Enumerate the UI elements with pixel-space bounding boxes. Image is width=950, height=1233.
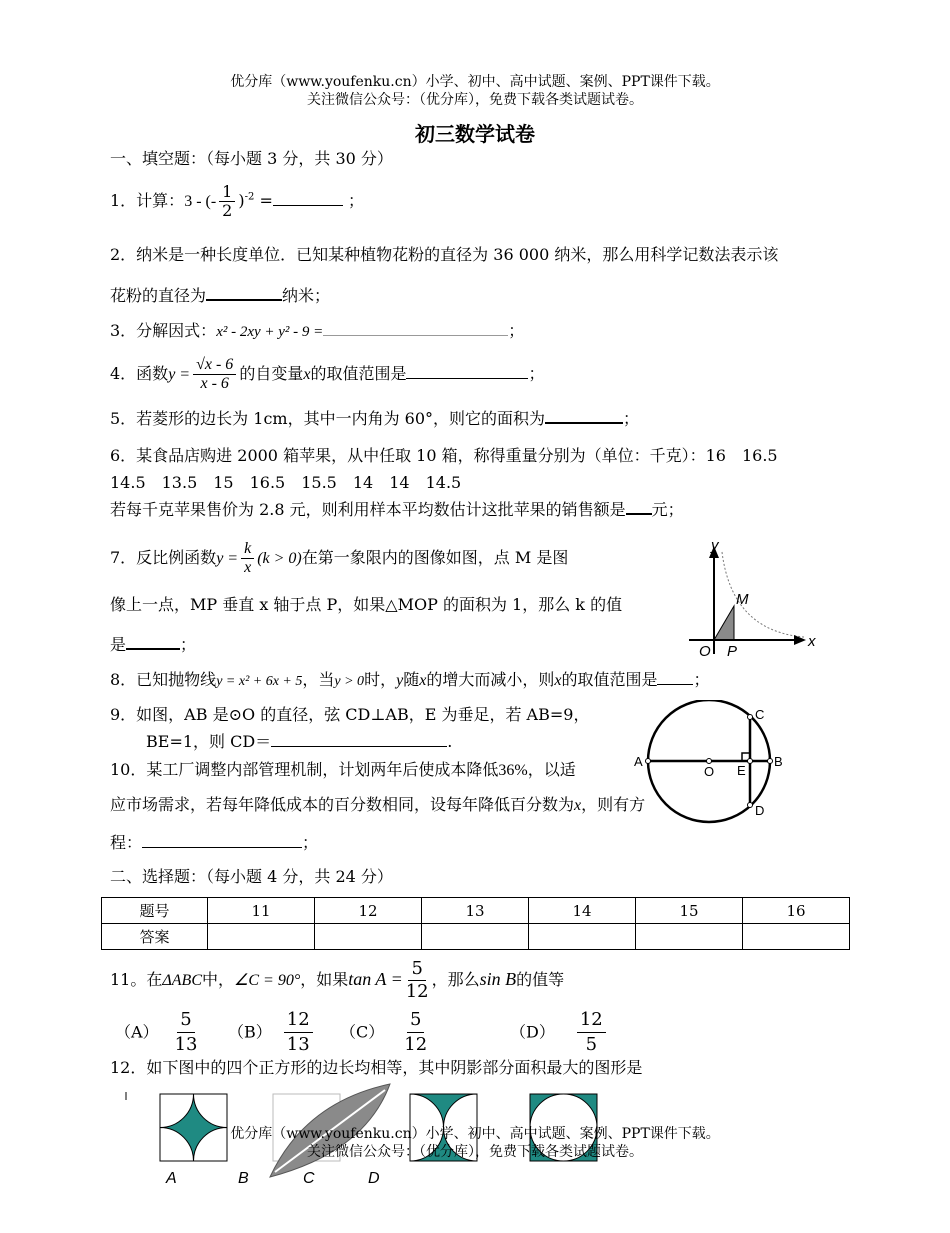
q2-line2-suffix: 纳米；: [282, 286, 331, 305]
question-6-line-2: 14.5 13.5 15 16.5 15.5 14 14 14.5: [110, 473, 462, 492]
q7-line3-suffix: ；: [180, 635, 197, 654]
q1-exponent: -2: [244, 191, 255, 203]
q9-label-A: A: [634, 754, 643, 769]
table-row1-label: 题号: [102, 898, 208, 924]
footer-line-2: 关注微信公众号：（优分库），免费下载各类试题试卷。: [307, 1144, 643, 1160]
q11-prefix: 11。在: [110, 970, 163, 989]
q8-mid5: 的取值范围是: [561, 670, 658, 689]
section-1-heading: 一、填空题：（每小题 3 分，共 30 分）: [110, 149, 393, 168]
q4-prefix: 4．函数: [110, 364, 169, 383]
q7-label-O: O: [699, 643, 711, 660]
q1-equals: =: [259, 191, 273, 210]
q12-label-d: D: [368, 1170, 380, 1187]
table-header-14: 14: [529, 898, 636, 924]
question-12: 12．如下图中的四个正方形的边长均相等，其中阴影部分面积最大的图形是: [110, 1058, 643, 1077]
q8-answer-blank: [657, 684, 693, 685]
q11-option-b-num: 12: [284, 1008, 313, 1033]
q9-line2-suffix: .: [447, 732, 453, 751]
q11-option-d-label: （D）: [510, 1022, 555, 1042]
q12-label-b: B: [238, 1170, 249, 1187]
table-header-11: 11: [208, 898, 315, 924]
question-3: [110, 318, 524, 341]
q9-label-D: D: [755, 803, 765, 818]
q11-triangle: ΔABC: [162, 972, 202, 989]
question-9-line-2: [146, 729, 452, 752]
q11-option-b[interactable]: [228, 1008, 316, 1057]
footer-line-1: 优分库（www.youfenku.cn）小学、初中、高中试题、案例、PPT课件下载。: [230, 1126, 720, 1142]
table-row: [102, 898, 850, 924]
question-7-line-3: [110, 632, 196, 655]
q11-option-c-den: 12: [404, 1034, 428, 1055]
q8-x2: x: [554, 672, 562, 689]
question-8: [110, 667, 709, 690]
q1-answer-blank: [273, 205, 343, 206]
question-10-line-3: [110, 830, 318, 853]
q11-option-c[interactable]: [340, 1008, 430, 1057]
q4-y-eq: y =: [168, 366, 191, 383]
q4-answer-blank: [406, 378, 528, 379]
q7-label-M: M: [736, 591, 749, 608]
q8-mid3: 随: [403, 670, 420, 689]
q3-suffix: ；: [508, 321, 525, 340]
question-2-line-2: [110, 283, 330, 306]
question-7-line-1: [110, 540, 568, 577]
q7-line1-suffix: 在第一象限内的图像如图，点 M 是图: [301, 548, 569, 567]
q7-line3-prefix: 是: [110, 635, 127, 654]
q11-numerator: 5: [408, 958, 425, 981]
question-7-line-2: 像上一点，MP 垂直 x 轴于点 P，如果△MOP 的面积为 1，那么 k 的值: [110, 595, 623, 614]
q7-answer-blank: [126, 648, 180, 650]
q11-mid3: ，那么: [431, 970, 480, 989]
header-line-2: 关注微信公众号：（优分库），免费下载各类试题试卷。: [307, 92, 643, 108]
q4-var: x: [303, 366, 311, 383]
q11-option-c-num: 5: [407, 1008, 424, 1033]
q3-expr: x² - 2xy + y² - 9 =: [216, 324, 324, 340]
q4-numerator: √x - 6: [193, 356, 236, 375]
question-2-line-1: 2．纳米是一种长度单位．已知某种植物花粉的直径为 36 000 纳米，那么用科学记数法表示该: [110, 245, 779, 264]
q8-y: y: [396, 672, 404, 689]
q7-prefix: 7．反比例函数: [110, 548, 217, 567]
q1-suffix: ；: [347, 191, 364, 210]
q7-numerator: k: [241, 540, 254, 559]
q7-denominator: x: [244, 559, 252, 576]
q11-mid2: ，如果: [300, 970, 349, 989]
q8-mid2: 时，: [364, 670, 397, 689]
answer-table: [101, 897, 850, 950]
question-6-line-3: [110, 497, 684, 520]
q1-denominator: 2: [222, 201, 233, 220]
q11-option-d-num: 12: [577, 1008, 606, 1033]
page-title: 初三数学试卷: [415, 122, 535, 146]
q5-suffix: ；: [623, 409, 640, 428]
q10-line2-suffix: ，则有方: [581, 795, 646, 814]
q7-figure: [684, 536, 824, 660]
answer-cell-11[interactable]: [208, 924, 315, 950]
q3-answer-blank: [323, 335, 508, 336]
q11-tan: tan A =: [348, 969, 403, 989]
q10-prefix: 10．某工厂调整内部管理机制，计划两年后使成本降低: [110, 760, 499, 779]
q10-percent: 36%: [498, 762, 528, 779]
q8-prefix: 8．已知抛物线: [110, 670, 217, 689]
q8-suffix: ；: [693, 670, 710, 689]
table-header-13: 13: [422, 898, 529, 924]
q3-prefix: 3．分解因式：: [110, 321, 217, 340]
q10-line2-prefix: 应市场需求，若每年降低成本的百分数相同，设每年降低百分数为: [110, 795, 575, 814]
q2-line2-prefix: 花粉的直径为: [110, 286, 207, 305]
question-10-line-1: [110, 757, 576, 780]
table-header-16: 16: [743, 898, 850, 924]
q11-angle: ∠C = 90°: [234, 972, 301, 989]
q8-expr: y = x² + 6x + 5: [216, 674, 303, 689]
q4-post-text: 的取值范围是: [310, 364, 407, 383]
q4-end: ；: [528, 364, 545, 383]
question-4: [110, 356, 544, 393]
q11-option-d[interactable]: [510, 1008, 609, 1057]
q7-shaded-triangle: [714, 606, 734, 640]
q9-figure: [630, 700, 790, 824]
question-9-line-1: 9．如图，AB 是⊙O 的直径，弦 CD⊥AB，E 为垂足，若 AB=9，: [110, 705, 590, 724]
q11-option-a-den: 13: [174, 1034, 198, 1055]
q7-label-y: y: [711, 537, 719, 554]
answer-cell-16[interactable]: [743, 924, 850, 950]
q10-line3-prefix: 程：: [110, 833, 143, 852]
q8-x1: x: [419, 672, 427, 689]
q6-line3-suffix: 元；: [651, 500, 684, 519]
q9-label-B: B: [774, 754, 783, 769]
answer-cell-14[interactable]: [529, 924, 636, 950]
q12-label-a: A: [166, 1170, 177, 1187]
q7-label-x: x: [808, 633, 816, 650]
q10-suffix: ，以适: [527, 760, 576, 779]
section-2-heading: 二、选择题：（每小题 4 分，共 24 分）: [110, 867, 393, 886]
q1-expr: 3 - (-: [184, 193, 217, 210]
table-header-12: 12: [315, 898, 422, 924]
q10-line3-suffix: ；: [302, 833, 319, 852]
table-row2-label: 答案: [102, 924, 208, 950]
q11-denominator: 12: [405, 981, 429, 1002]
q11-option-a-num: 5: [177, 1008, 194, 1033]
q7-condition: (k > 0): [257, 550, 302, 567]
answer-cell-12[interactable]: [315, 924, 422, 950]
q11-option-b-label: （B）: [228, 1022, 272, 1042]
q11-option-d-den: 5: [585, 1034, 598, 1055]
q9-label-E: E: [737, 763, 746, 778]
q10-answer-blank: [142, 847, 302, 848]
q11-option-a-label: （A）: [115, 1022, 159, 1042]
answer-cell-15[interactable]: [636, 924, 743, 950]
question-10-line-2: [110, 792, 645, 815]
q11-option-b-den: 13: [286, 1034, 310, 1055]
q9-answer-blank: [271, 746, 447, 747]
q12-label-c: C: [303, 1170, 315, 1187]
q4-mid: 的自变量: [239, 364, 304, 383]
q11-option-a[interactable]: [115, 1008, 200, 1057]
q7-label-P: P: [727, 643, 738, 660]
table-header-15: 15: [636, 898, 743, 924]
q1-numerator: 1: [219, 183, 235, 202]
q8-mid1: ，当: [302, 670, 335, 689]
q6-answer-blank: [626, 513, 652, 515]
answer-cell-13[interactable]: [422, 924, 529, 950]
q4-denominator: x - 6: [200, 375, 229, 392]
header-line-1: 优分库（www.youfenku.cn）小学、初中、高中试题、案例、PPT课件下载。: [230, 74, 720, 90]
question-6-line-1: 6．某食品店购进 2000 箱苹果，从中任取 10 箱，称得重量分别为（单位：千克）：16 16.5: [110, 446, 778, 465]
question-1: 1．计算：3 - (- $\frac{1}{2}$ )$^{-2}$ = ；: [110, 182, 364, 220]
question-11: [110, 958, 564, 1003]
q5-answer-blank: [545, 422, 623, 424]
q6-line3-prefix: 若每千克苹果售价为 2.8 元，则利用样本平均数估计这批苹果的销售额是: [110, 500, 626, 519]
table-row: [102, 924, 850, 950]
q9-label-O: O: [704, 764, 715, 779]
q1-prefix: 1．计算：: [110, 191, 185, 210]
q7-y-eq: y =: [216, 550, 239, 567]
question-5: [110, 406, 639, 429]
q11-option-c-label: （C）: [340, 1022, 385, 1042]
q8-mid4: 的增大而减小，则: [426, 670, 555, 689]
q8-cond: y > 0: [334, 674, 365, 689]
q11-mid1: 中，: [201, 970, 234, 989]
q10-var: x: [574, 797, 582, 814]
q2-answer-blank: [206, 299, 282, 301]
q11-suffix: 的值等: [516, 970, 565, 989]
q9-label-C: C: [755, 707, 765, 722]
q9-line2-prefix: BE=1，则 CD＝: [146, 732, 272, 751]
q5-prefix: 5．若菱形的边长为 1cm，其中一内角为 60°，则它的面积为: [110, 409, 546, 428]
q11-sin: sin B: [479, 969, 517, 989]
